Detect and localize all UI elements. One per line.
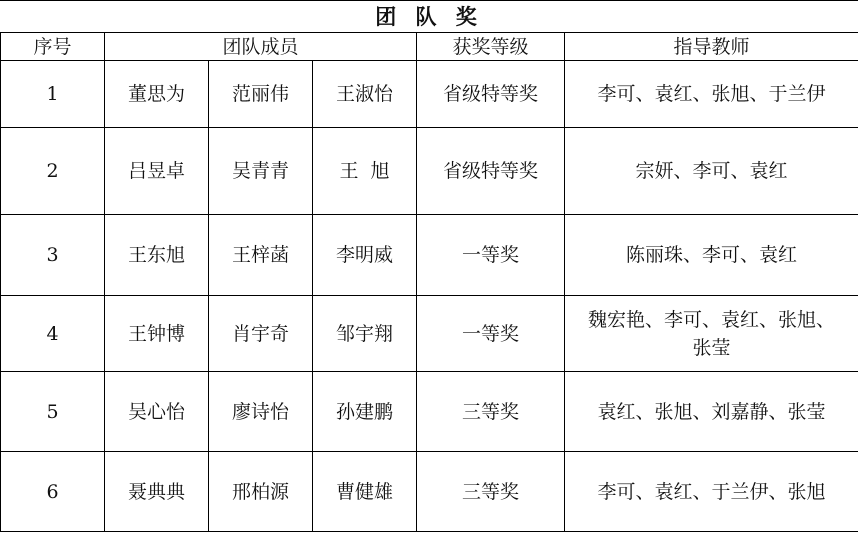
- header-award: 获奖等级: [417, 33, 565, 61]
- member-cell: 吕昱卓: [105, 128, 209, 215]
- teachers-cell: 李可、袁红、张旭、于兰伊: [565, 61, 858, 128]
- member-cell: 廖诗怡: [209, 372, 313, 452]
- row-index: 5: [1, 372, 105, 452]
- award-cell: 一等奖: [417, 296, 565, 372]
- header-index: 序号: [1, 33, 105, 61]
- member-cell: 范丽伟: [209, 61, 313, 128]
- header-members: 团队成员: [105, 33, 417, 61]
- row-index: 1: [1, 61, 105, 128]
- teachers-cell: 李可、袁红、于兰伊、张旭: [565, 452, 858, 532]
- member-cell: 王梓菡: [209, 215, 313, 296]
- row-index: 2: [1, 128, 105, 215]
- table-row: [1, 128, 858, 215]
- member-cell: 董思为: [105, 61, 209, 128]
- award-cell: 三等奖: [417, 372, 565, 452]
- member-cell: 孙建鹏: [313, 372, 417, 452]
- member-cell: 王淑怡: [313, 61, 417, 128]
- table-row: [1, 372, 858, 452]
- teachers-cell: 陈丽珠、李可、袁红: [565, 215, 858, 296]
- award-cell: 一等奖: [417, 215, 565, 296]
- row-index: 3: [1, 215, 105, 296]
- table-row: [1, 452, 858, 532]
- member-cell: 邢柏源: [209, 452, 313, 532]
- member-cell: 李明威: [313, 215, 417, 296]
- teachers-cell: 袁红、张旭、刘嘉静、张莹: [565, 372, 858, 452]
- table-row: [1, 61, 858, 128]
- member-cell: 王 旭: [313, 128, 417, 215]
- member-cell: 曹健雄: [313, 452, 417, 532]
- row-index: 4: [1, 296, 105, 372]
- member-cell: 吴心怡: [105, 372, 209, 452]
- award-table: [0, 32, 858, 532]
- table-row: [1, 215, 858, 296]
- teachers-cell: 魏宏艳、李可、袁红、张旭、张莹: [565, 296, 858, 372]
- table-row: [1, 296, 858, 372]
- teachers-cell: 宗妍、李可、袁红: [565, 128, 858, 215]
- table-title: 团 队 奖: [0, 0, 858, 32]
- member-cell: 肖宇奇: [209, 296, 313, 372]
- member-cell: 吴青青: [209, 128, 313, 215]
- member-cell: 王东旭: [105, 215, 209, 296]
- header-teachers: 指导教师: [565, 33, 858, 61]
- member-cell: 邹宇翔: [313, 296, 417, 372]
- award-cell: 省级特等奖: [417, 128, 565, 215]
- award-cell: 省级特等奖: [417, 61, 565, 128]
- member-cell: 王钟博: [105, 296, 209, 372]
- row-index: 6: [1, 452, 105, 532]
- table-header-row: [1, 33, 858, 61]
- member-cell: 聂典典: [105, 452, 209, 532]
- award-cell: 三等奖: [417, 452, 565, 532]
